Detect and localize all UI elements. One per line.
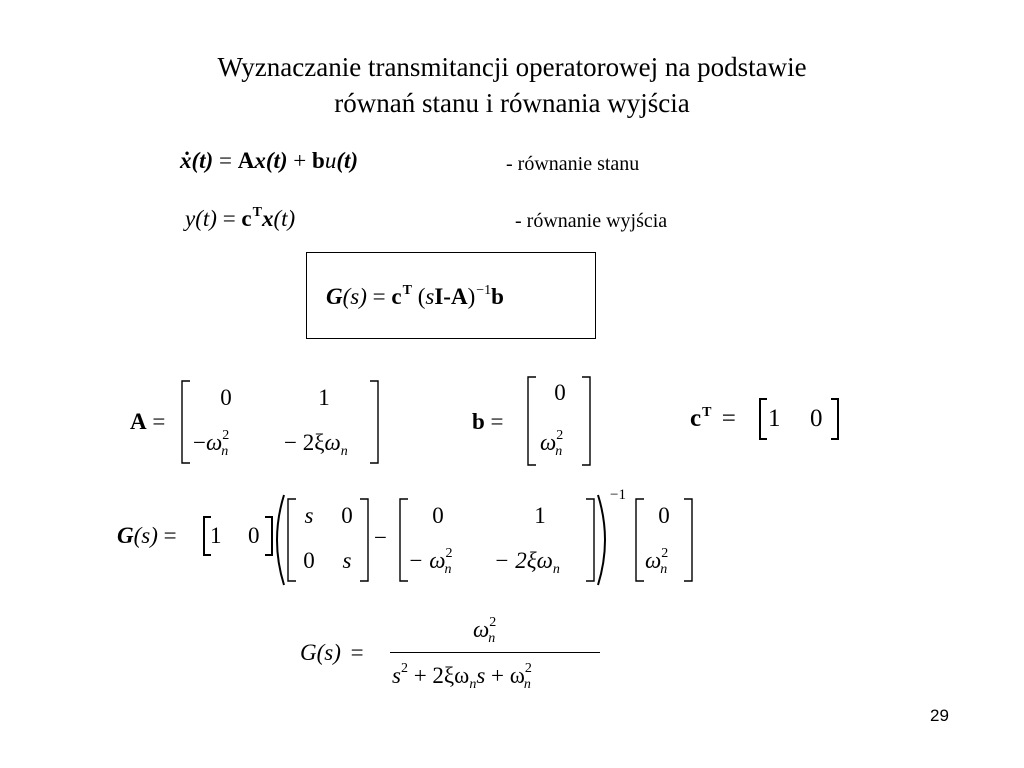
slide-title-line-2: równań stanu i równania wyjścia <box>334 88 690 118</box>
output-equation <box>185 206 295 232</box>
transpose-symbol: T <box>252 205 262 220</box>
subscript-n: n <box>488 631 496 646</box>
inner-A-cell-21 <box>408 546 453 577</box>
sI-cell-12: 0 <box>341 503 353 528</box>
end-b-cell-1: 0 <box>658 503 670 528</box>
term-omega: + ω <box>491 663 525 688</box>
row-vector-cell-1: 1 <box>210 523 222 548</box>
subscript-n: n <box>340 444 348 459</box>
vector-cT-cell-1: 1 <box>768 405 781 432</box>
inner-A-cell-11: 0 <box>432 503 444 528</box>
t-argument: (t) <box>273 206 296 231</box>
close-paren: ) <box>467 284 476 309</box>
subscript-n: n <box>469 677 477 692</box>
result-numerator <box>473 615 497 646</box>
equals-sign: = <box>222 206 236 231</box>
s-argument: (s) <box>316 640 341 665</box>
vector-b-cell-1: 0 <box>554 380 566 405</box>
minus-sign: - <box>443 284 451 309</box>
fraction-bar <box>390 652 600 653</box>
transfer-function-formula <box>326 284 504 310</box>
big-right-paren <box>596 494 614 586</box>
exponent: 2 <box>524 661 532 676</box>
identity-I-symbol: I <box>434 284 444 309</box>
exponent: 2 <box>661 546 669 561</box>
vector-b-cell-2 <box>540 428 564 459</box>
omega-symbol: ω <box>205 430 223 455</box>
sI-cell-21: 0 <box>303 548 315 573</box>
equals-sign: = <box>163 523 177 548</box>
matrix-A-cell-22 <box>284 430 348 459</box>
exponent: 2 <box>489 615 497 630</box>
omega-symbol: ω <box>540 430 557 455</box>
matrix-A-symbol: A <box>130 409 147 434</box>
exponent: 2 <box>556 428 564 443</box>
subscript-n: n <box>552 562 560 577</box>
big-left-paren <box>268 494 286 586</box>
subscript-n: n <box>660 562 668 577</box>
subscript-n: n <box>444 562 452 577</box>
vector-cT-left-bracket <box>758 398 768 440</box>
matrix-A-symbol: A <box>450 284 468 309</box>
s-symbol: s <box>392 663 401 688</box>
vector-cT-label <box>690 405 736 433</box>
matrix-A-cell-21 <box>193 428 230 459</box>
equals-sign: = <box>350 640 364 665</box>
output-equation-description: - równanie wyjścia <box>515 210 668 232</box>
subscript-n: n <box>221 444 229 459</box>
s-symbol: s <box>304 503 314 528</box>
vector-b-symbol: b <box>491 284 504 309</box>
coefficient: − 2ξ <box>284 430 325 455</box>
inverse-exponent: −1 <box>476 283 492 298</box>
equals-sign: = <box>372 284 386 309</box>
exponent: 2 <box>445 546 453 561</box>
minus-omega: − ω <box>408 548 446 573</box>
equals-sign: = <box>218 148 232 173</box>
omega-symbol: ω <box>473 617 490 642</box>
matrix-A-symbol: A <box>237 148 255 173</box>
result-denominator <box>392 661 532 692</box>
end-b-cell-2 <box>645 546 669 577</box>
exponent: 2 <box>400 661 408 676</box>
end-b-right-bracket <box>682 498 694 582</box>
term-two-xi-omega: + 2ξω <box>413 663 470 688</box>
s-argument: (s) <box>133 523 158 548</box>
sI-left-bracket <box>286 498 298 582</box>
equals-sign: = <box>721 405 736 432</box>
sI-right-bracket <box>358 498 370 582</box>
t-argument: (t) <box>265 148 288 173</box>
sI-cell-22 <box>336 548 358 574</box>
vector-b-symbol: b <box>312 148 325 173</box>
matrix-A-cell-12: 1 <box>318 385 330 410</box>
minus-sign: − <box>193 430 206 455</box>
vector-c-symbol: c <box>690 405 702 432</box>
slide-title-line-1: Wyznaczanie transmitancji operatorowej na podstawie <box>217 52 807 82</box>
matrix-A-label <box>130 409 165 435</box>
vector-b-symbol: b <box>472 409 485 434</box>
u-symbol: u <box>324 148 337 173</box>
s-symbol: s <box>476 663 486 688</box>
inverse-exponent: −1 <box>610 487 626 503</box>
y-symbol: y <box>185 206 196 231</box>
s-symbol: s <box>425 284 435 309</box>
transpose-symbol: T <box>402 283 412 298</box>
s-argument: (s) <box>342 284 367 309</box>
vector-cT-right-bracket <box>830 398 840 440</box>
subscript-n: n <box>523 677 531 692</box>
inner-A-cell-22 <box>494 548 560 577</box>
exponent: 2 <box>222 428 230 443</box>
state-equation-description: - równanie stanu <box>506 153 640 175</box>
equals-sign: = <box>490 409 504 434</box>
state-equation <box>180 148 358 174</box>
vector-c-symbol: c <box>391 284 402 309</box>
sI-cell-11 <box>298 503 320 529</box>
equals-sign: = <box>152 409 166 434</box>
plus-sign: + <box>293 148 307 173</box>
matrix-A-cell-11: 0 <box>220 385 232 410</box>
result-lhs <box>300 640 364 666</box>
x-symbol: x <box>261 206 274 231</box>
page-number: 29 <box>930 706 949 725</box>
omega-symbol: ω <box>324 430 341 455</box>
inner-A-cell-12: 1 <box>534 503 546 528</box>
minus-two-xi-omega: − 2ξω <box>494 548 553 573</box>
substitution-lhs <box>117 523 177 549</box>
matrix-A-left-bracket <box>180 380 192 464</box>
s-symbol: s <box>342 548 352 573</box>
matrix-A-right-bracket <box>368 380 380 464</box>
G-symbol: G <box>326 284 343 309</box>
vector-b-right-bracket <box>580 376 592 466</box>
vector-b-label <box>472 409 504 435</box>
subscript-n: n <box>555 444 563 459</box>
x-dot-t: ẋ(t) <box>180 148 214 173</box>
vector-b-left-bracket <box>526 376 538 466</box>
substitution-minus: − <box>374 525 387 550</box>
transpose-symbol: T <box>702 405 712 420</box>
vector-cT-cell-2: 0 <box>810 405 823 432</box>
open-paren: ( <box>417 284 426 309</box>
t-argument: (t) <box>195 206 217 231</box>
row-vector-cell-2: 0 <box>248 523 260 548</box>
t-argument: (t) <box>336 148 359 173</box>
x-symbol: x <box>254 148 266 173</box>
G-symbol: G <box>300 640 317 665</box>
vector-c-symbol: c <box>241 206 252 231</box>
G-symbol: G <box>117 523 134 548</box>
inner-A-right-bracket <box>584 498 596 582</box>
omega-symbol: ω <box>645 548 662 573</box>
